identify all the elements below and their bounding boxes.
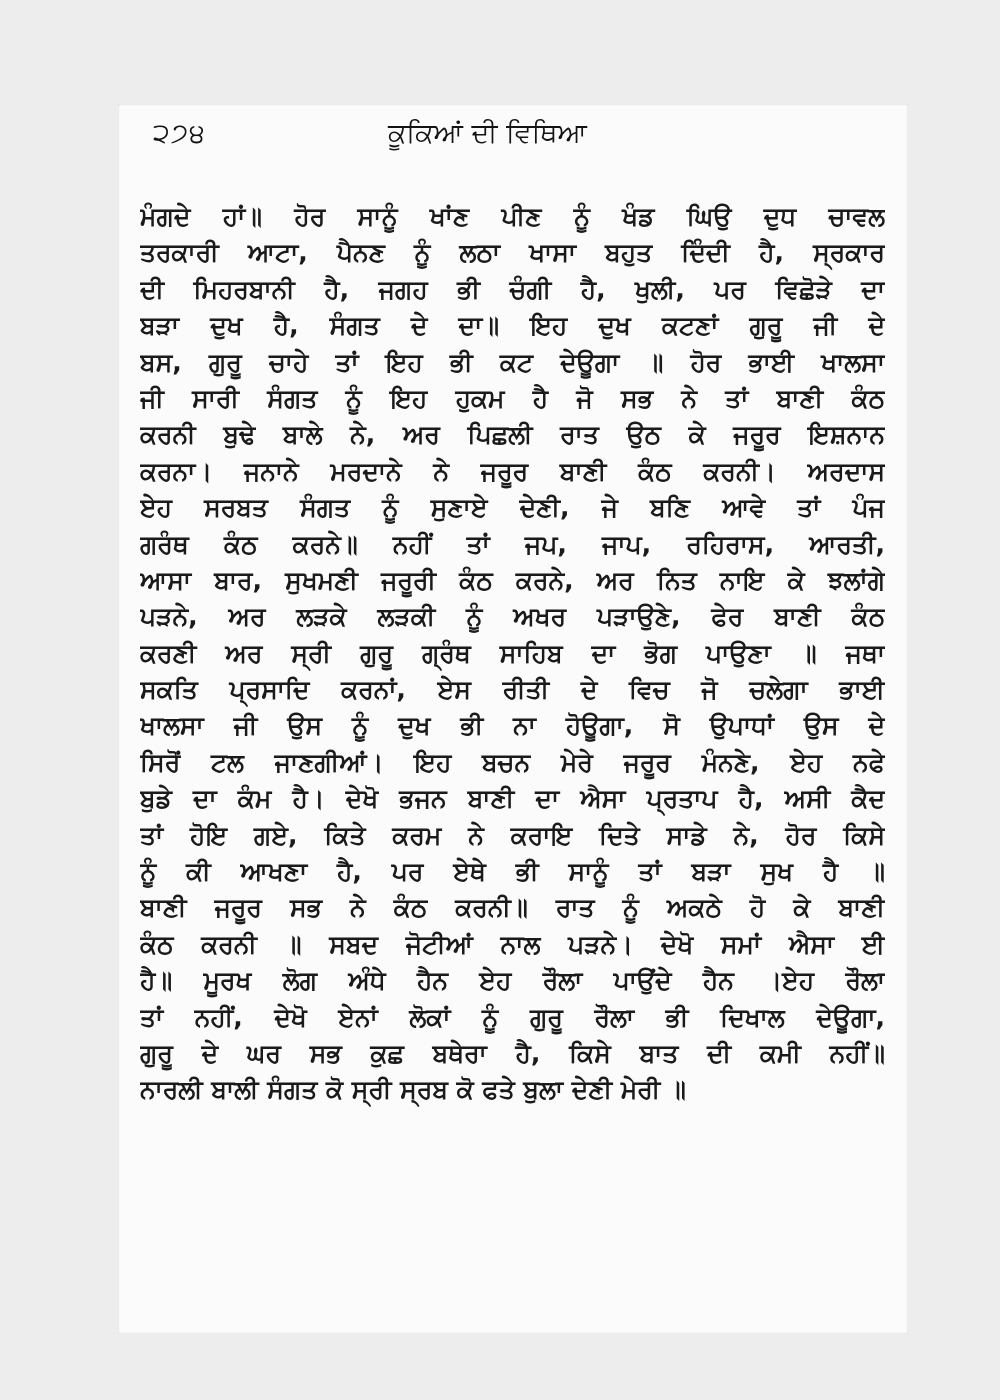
text-line: ਆਸਾ ਬਾਰ, ਸੁਖਮਣੀ ਜਰੂਰੀ ਕੰਠ ਕਰਨੇ, ਅਰ ਨਿਤ ਨਾਇ ਕੇ ਝਲਾਂਗੇ <box>140 565 885 595</box>
text-line: ਕੰਠ ਕਰਨੀ ॥ ਸਬਦ ਜੋਟੀਆਂ ਨਾਲ ਪੜਨੇ। ਦੇਖੋ ਸਮਾਂ ਐਸਾ ਈ <box>140 929 885 959</box>
text-line: ਬੜਾ ਦੁਖ ਹੈ, ਸੰਗਤ ਦੇ ਦਾ॥ ਇਹ ਦੁਖ ਕਟਣਾਂ ਗੁਰੂ ਜੀ ਦੇ <box>140 311 885 341</box>
text-line: ਹੈ॥ ਮੂਰਖ ਲੋਗ ਅੰਧੇ ਹੈਨ ਏਹ ਰੌਲਾ ਪਾਉਂਦੇ ਹੈਨ ।ਏਹ ਰੌਲਾ <box>140 966 885 996</box>
page-number: ੨੭੪ <box>153 118 206 149</box>
page-header <box>118 104 908 184</box>
text-line: ਸਕਤਿ ਪ੍ਰਸਾਦਿ ਕਰਨਾਂ, ਏਸ ਰੀਤੀ ਦੇ ਵਿਚ ਜੋ ਚਲੇਗਾ ਭਾਈ <box>140 675 885 705</box>
text-line: ਦੀ ਮਿਹਰਬਾਨੀ ਹੈ, ਜਗਹ ਭੀ ਚੰਗੀ ਹੈ, ਖੁਲੀ, ਪਰ ਵਿਛੋੜੇ ਦਾ <box>140 274 885 304</box>
text-line: ਤਾਂ ਹੋਇ ਗਏ, ਕਿਤੇ ਕਰਮ ਨੇ ਕਰਾਇ ਦਿਤੇ ਸਾਡੇ ਨੇ, ਹੋਰ ਕਿਸੇ <box>140 820 885 850</box>
text-line: ਕਰਨਾ। ਜਨਾਨੇ ਮਰਦਾਨੇ ਨੇ ਜਰੂਰ ਬਾਣੀ ਕੰਠ ਕਰਨੀ। ਅਰਦਾਸ <box>140 456 885 486</box>
text-line: ਏਹ ਸਰਬਤ ਸੰਗਤ ਨੂੰ ਸੁਣਾਏ ਦੇਣੀ, ਜੇ ਬਣਿ ਆਵੇ ਤਾਂ ਪੰਜ <box>140 493 885 523</box>
text-line: ਬਸ, ਗੁਰੂ ਚਾਹੇ ਤਾਂ ਇਹ ਭੀ ਕਟ ਦੇਊਗਾ ॥ ਹੋਰ ਭਾਈ ਖਾਲਸਾ <box>140 347 885 377</box>
text-line: ਬਾਣੀ ਜਰੂਰ ਸਭ ਨੇ ਕੰਠ ਕਰਨੀ॥ ਰਾਤ ਨੂੰ ਅਕਠੇ ਹੋ ਕੇ ਬਾਣੀ <box>140 893 885 923</box>
text-line: ਜੀ ਸਾਰੀ ਸੰਗਤ ਨੂੰ ਇਹ ਹੁਕਮ ਹੈ ਜੋ ਸਭ ਨੇ ਤਾਂ ਬਾਣੀ ਕੰਠ <box>140 383 885 413</box>
text-line: ਨਾਰਲੀ ਬਾਲੀ ਸੰਗਤ ਕੋ ਸ੍ਰੀ ਸ੍ਰਬ ਕੋ ਫਤੇ ਬੁਲਾ ਦੇਣੀ ਮੇਰੀ ॥ <box>140 1075 686 1105</box>
running-title: ਕੂਕਿਆਂ ਦੀ ਵਿਥਿਆ <box>388 118 587 149</box>
text-line: ਸਿਰੋਂ ਟਲ ਜਾਣਗੀਆਂ। ਇਹ ਬਚਨ ਮੇਰੇ ਜਰੂਰ ਮੰਨਣੇ, ਏਹ ਨਫੇ <box>140 747 885 777</box>
text-line: ਗਰੰਥ ਕੰਠ ਕਰਨੇ॥ ਨਹੀਂ ਤਾਂ ਜਪ, ਜਾਪ, ਰਹਿਰਾਸ, ਆਰਤੀ, <box>140 529 885 559</box>
body-text <box>140 199 885 1109</box>
text-line: ਗੁਰੂ ਦੇ ਘਰ ਸਭ ਕੁਛ ਬਥੇਰਾ ਹੈ, ਕਿਸੇ ਬਾਤ ਦੀ ਕਮੀ ਨਹੀਂ॥ <box>140 1038 885 1068</box>
text-line: ਕਰਨੀ ਬੁਢੇ ਬਾਲੇ ਨੇ, ਅਰ ਪਿਛਲੀ ਰਾਤ ਉਠ ਕੇ ਜਰੂਰ ਇਸ਼ਨਾਨ <box>140 420 885 450</box>
book-page <box>118 104 908 1334</box>
text-line: ਬੁਡੇ ਦਾ ਕੰਮ ਹੈ। ਦੇਖੋ ਭਜਨ ਬਾਣੀ ਦਾ ਐਸਾ ਪ੍ਰਤਾਪ ਹੈ, ਅਸੀ ਕੈਦ <box>140 784 885 814</box>
text-line: ਕਰਣੀ ਅਰ ਸ੍ਰੀ ਗੁਰੂ ਗ੍ਰੰਥ ਸਾਹਿਬ ਦਾ ਭੋਗ ਪਾਉਣਾ ॥ ਜਥਾ <box>140 638 885 668</box>
text-line: ਨੂੰ ਕੀ ਆਖਣਾ ਹੈ, ਪਰ ਏਥੇ ਭੀ ਸਾਨੂੰ ਤਾਂ ਬੜਾ ਸੁਖ ਹੈ ॥ <box>140 857 885 887</box>
text-line: ਮੰਗਦੇ ਹਾਂ॥ ਹੋਰ ਸਾਨੂੰ ਖਾਂਣ ਪੀਣ ਨੂੰ ਖੰਡ ਘਿਉ ਦੁਧ ਚਾਵਲ <box>140 202 885 231</box>
text-line: ਤਰਕਾਰੀ ਆਟਾ, ਪੈਨਣ ਨੂੰ ਲਠਾ ਖਾਸਾ ਬਹੁਤ ਦਿੰਦੀ ਹੈ, ਸ੍ਰਕਾਰ <box>140 238 885 268</box>
text-line: ਖਾਲਸਾ ਜੀ ਉਸ ਨੂੰ ਦੁਖ ਭੀ ਨਾ ਹੋਊਗਾ, ਸੋ ਉਪਾਧਾਂ ਉਸ ਦੇ <box>140 711 885 741</box>
text-line: ਪੜਨੇ, ਅਰ ਲੜਕੇ ਲੜਕੀ ਨੂੰ ਅਖਰ ਪੜਾਉਣੇ, ਫੇਰ ਬਾਣੀ ਕੰਠ <box>140 602 885 632</box>
text-line: ਤਾਂ ਨਹੀਂ, ਦੇਖੋ ਏਨਾਂ ਲੋਕਾਂ ਨੂੰ ਗੁਰੂ ਰੌਲਾ ਭੀ ਦਿਖਾਲ ਦੇਊਗਾ, <box>140 1002 885 1032</box>
